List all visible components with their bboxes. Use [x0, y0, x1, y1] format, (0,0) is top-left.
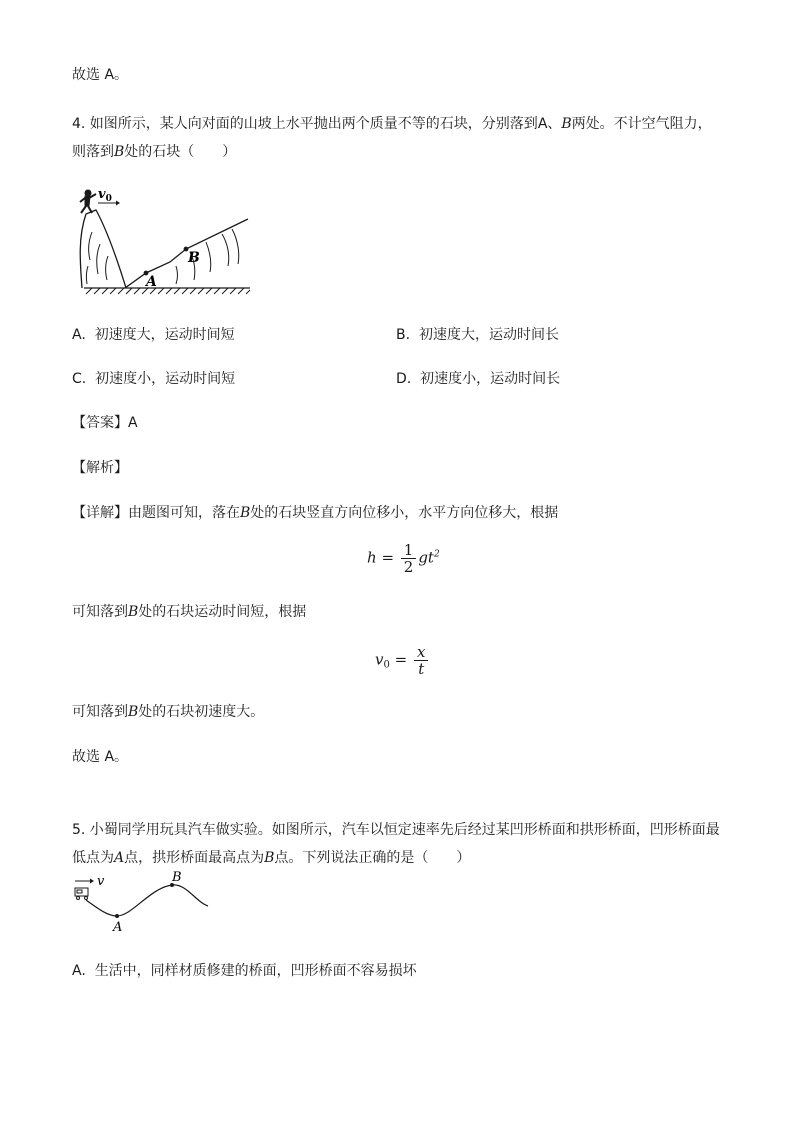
option-b[interactable]: B. 初速度大，运动时间长	[396, 327, 559, 343]
option-c[interactable]: C. 初速度小，运动时间短	[72, 371, 236, 387]
bridge-point-a-label: A	[113, 920, 123, 935]
point-b-label: B	[188, 250, 200, 266]
thrower-figure	[80, 190, 96, 213]
answer-tag: 【答案】	[72, 415, 128, 431]
q4-final: 故选 A。	[72, 749, 129, 765]
bridge-point-b-label: B	[172, 870, 182, 885]
answer-value: A	[128, 415, 138, 431]
fraction-x-over-t: $\frac{x}{t}$	[414, 644, 428, 677]
conclusion-line: 可知落到B处的石块初速度大。	[72, 704, 265, 720]
mid-line: 可知落到B处的石块运动时间短，根据	[72, 604, 307, 620]
detail-line: 【详解】由题图可知，落在B处的石块竖直方向位移小，水平方向位移大，根据	[72, 505, 559, 521]
q5-bridge-figure	[72, 870, 212, 936]
q4-projectile-figure	[72, 182, 262, 300]
toy-car-icon	[75, 888, 88, 900]
fraction-half: $\frac{1}{2}$	[401, 542, 417, 575]
q5-stem-line2: 低点为A点，拱形桥面最高点为B点。下列说法正确的是（ ）	[72, 850, 471, 866]
bridge-point-a	[115, 914, 119, 918]
detail-tag: 【详解】	[72, 505, 128, 521]
option-a[interactable]: A. 初速度大，运动时间短	[72, 327, 235, 343]
point-a-label: A	[146, 274, 157, 290]
q5-stem-line1: 5. 小蜀同学用玩具汽车做实验。如图所示，汽车以恒定速率先后经过某凹形桥面和拱形桥面，凹形桥面最	[72, 822, 720, 838]
q4-stem-line2: 则落到B处的石块（ ）	[72, 144, 237, 160]
formula-height: h = $\frac{1}{2}$ $gt^2$	[367, 541, 440, 576]
v0-label: $v_0$	[98, 187, 112, 204]
q4-stem-line1: 4. 如图所示，某人向对面的山坡上水平抛出两个质量不等的石块，分别落到A、B两处。不计空气阻力，	[72, 116, 712, 132]
v-label: v	[97, 874, 105, 889]
q5-option-a[interactable]: A. 生活中，同样材质修建的桥面，凹形桥面不容易损坏	[72, 963, 417, 979]
analysis-tag: 【解析】	[72, 460, 128, 476]
formula-velocity: $v_0$ = $\frac{x}{t}$	[375, 644, 430, 677]
prev-conclusion: 故选 A。	[72, 67, 129, 83]
answer-line	[72, 413, 138, 433]
option-d[interactable]: D. 初速度小，运动时间长	[396, 371, 561, 387]
